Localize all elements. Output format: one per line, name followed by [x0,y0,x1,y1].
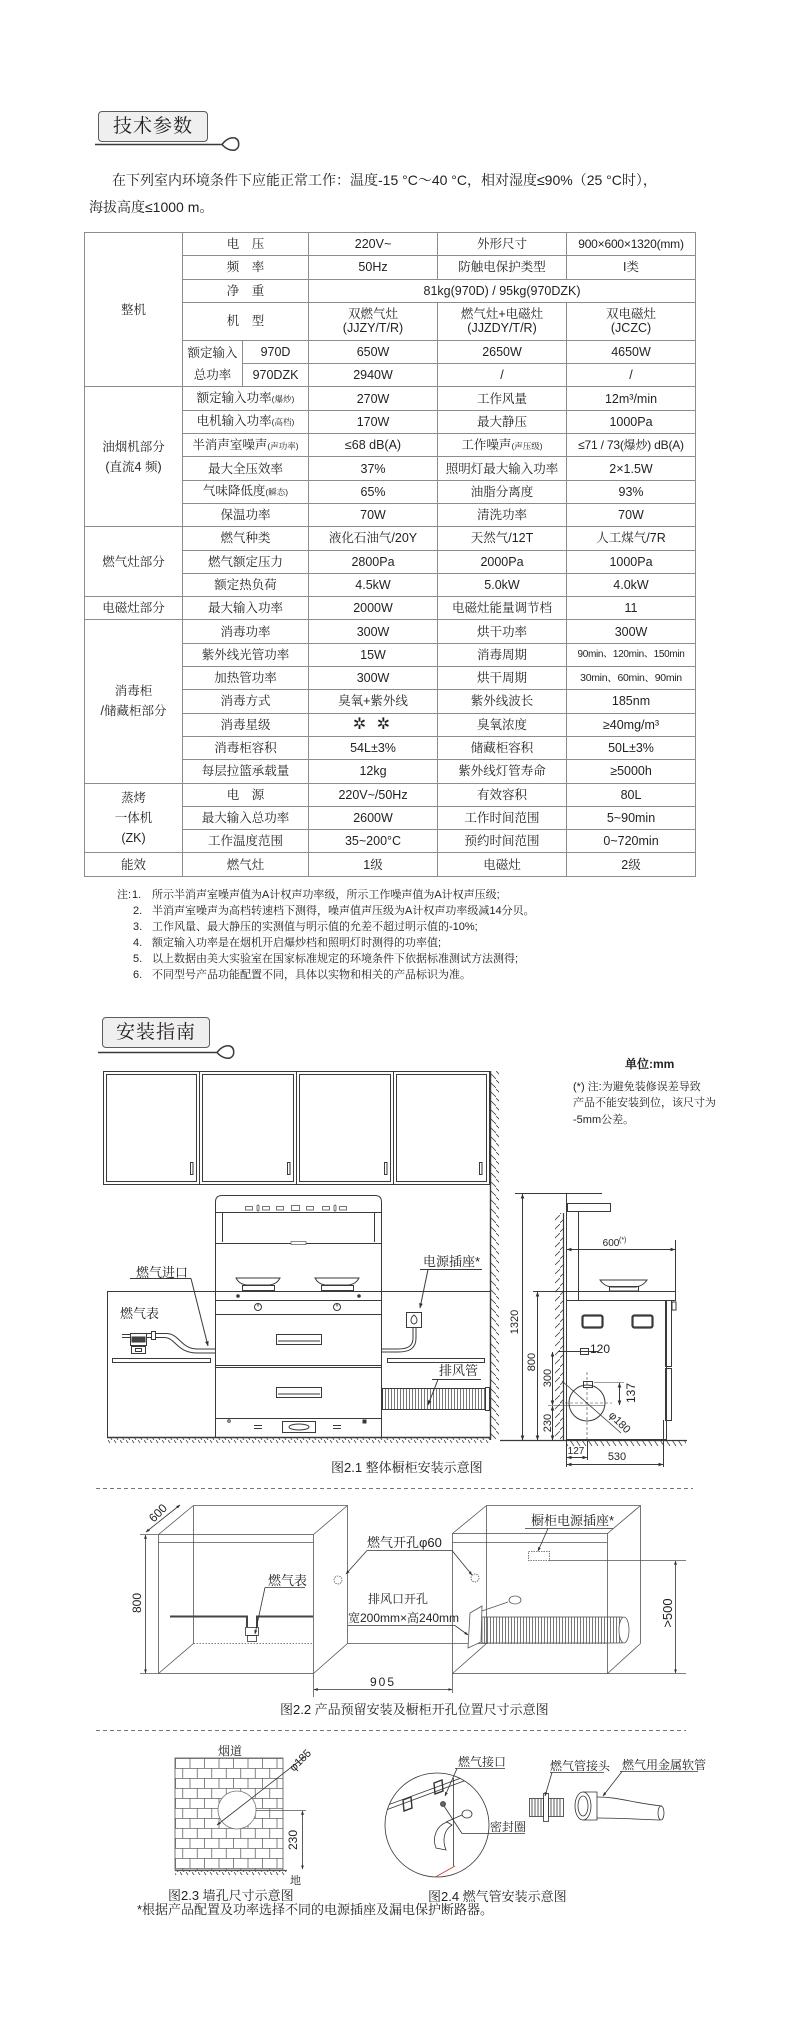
row-label: 最大静压 [438,410,567,433]
caption-fig-2-2: 图2.2 产品预留安装及橱柜开孔位置尺寸示意图 [280,1702,549,1717]
table-row [85,620,696,643]
row-label [183,480,309,503]
label-exhaust-hole: 排风口开孔 [368,1592,429,1606]
intro-line-1: 在下列室内环境条件下应能正常工作：温度-15 °C～40 °C，相对湿度≤90%（25 °C时）， [112,172,657,188]
spec-table [84,232,696,877]
row-value: 900×600×1320(mm) [567,233,696,256]
row-label: 臭氧浓度 [438,713,567,736]
row-label: 工作风量 [438,387,567,410]
row-value: 35~200°C [309,830,438,853]
dim-cabinet-height: 800 [130,1592,144,1614]
note-text: 以上数据由美大实验室在国家标准规定的环境条件下依据标准测试方法测得; [152,953,519,965]
label-power-socket: 电源插座* [423,1254,481,1269]
row-label: 净 重 [183,279,309,302]
category-label: 消毒柜 [114,684,153,699]
note-number: 6. [133,969,143,981]
row-label: 加热管功率 [183,667,309,690]
table-row [85,783,696,806]
star-rating-icon: ✲ ✲ [309,713,438,736]
fig-2-4-gas-pipe [385,1769,698,1881]
label-line: 总功率 [193,367,232,382]
note-number: 3. [133,921,143,933]
row-label [183,387,309,410]
row-value: 液化石油气/20Y [309,527,438,550]
category-label: (ZK) [121,830,146,845]
row-label: 消毒星级 [183,713,309,736]
row-value: 50Hz [309,256,438,279]
row-label: 紫外线灯管寿命 [438,760,567,783]
row-value: 4.5kW [309,573,438,596]
row-label: 紫外线光管功率 [183,643,309,666]
tolerance-note-line: 产品不能安装到位，该尺寸为 [573,1097,716,1109]
category-note: (直流4 频) [105,459,162,474]
row-label: 储藏柜容积 [438,736,567,759]
note-number: 1. [132,889,142,901]
row-value: 220V~ [309,233,438,256]
power-socket-icon [382,1313,422,1353]
category-label: 一体机 [114,810,153,825]
row-value: 1级 [309,853,438,876]
row-value: 80L [567,783,696,806]
table-row [85,233,696,256]
label-flue: 烟道 [218,1744,243,1758]
row-value: 2650W [438,340,567,363]
label-note: (高档) [271,417,295,428]
row-value: 天然气/12T [438,527,567,550]
row-value: 93% [567,480,696,503]
exhaust-duct-icon [383,1388,490,1411]
label-note: (瞬态) [265,487,289,498]
row-value: ≤71 / 73(爆炒) dB(A) [567,434,696,457]
unit-label: 单位:mm [625,1057,675,1071]
row-value: 2000Pa [438,550,567,573]
dim-duct-offset: 127 [567,1446,585,1457]
row-value: 2940W [309,364,438,387]
row-value: 270W [309,387,438,410]
category-sterilizer [85,620,183,783]
row-label: 消毒柜容积 [183,736,309,759]
note-number: 4. [133,937,143,949]
label-exhaust-hole-size: 宽200mm×高240mm [348,1611,460,1625]
row-label: 电磁灶能量调节档 [438,597,567,620]
label-metal-hose: 燃气用金属软管 [622,1758,707,1772]
row-label: 额定热负荷 [183,573,309,596]
dim-body-depth: 530 [607,1451,627,1463]
label-cabinet-socket: 橱柜电源插座* [531,1513,615,1528]
integrated-stove [215,1196,382,1438]
model-name: 双燃气灶 [348,307,399,322]
label-text: 电机输入功率 [196,414,272,429]
row-value: 12kg [309,760,438,783]
wall-cabinets [104,1072,490,1185]
row-label: 保温功率 [183,503,309,526]
rated-power-label [183,340,243,387]
model-cell [438,302,567,340]
row-label: 照明灯最大输入功率 [438,457,567,480]
row-value: 650W [309,340,438,363]
model-code: (JJZDY/T/R) [467,321,537,336]
dim-hole-height: 230 [286,1829,300,1851]
label-seal-ring: 密封圈 [490,1820,527,1834]
row-value: 2000W [309,597,438,620]
dim-cabinet-depth: 600 [145,1500,171,1526]
row-value: 5.0kW [438,573,567,596]
row-label: 消毒功率 [183,620,309,643]
row-value: 90min、120min、150min [567,643,696,666]
metal-hose-icon [575,1792,664,1820]
row-value: 300W [309,667,438,690]
row-label: 最大输入功率 [183,597,309,620]
fig-2-3-wall-hole [175,1755,307,1875]
category-label: 蒸烤 [120,790,146,805]
row-value: 170W [309,410,438,433]
row-label: 燃气额定压力 [183,550,309,573]
model-code: (JCZC) [610,321,652,336]
model-name: 双电磁灶 [606,307,657,322]
row-value: / [438,364,567,387]
row-label: 燃气种类 [183,527,309,550]
row-value: 12m³/min [567,387,696,410]
note-text: 工作风量、最大静压的实测值与明示值的允差不超过明示值的-10%; [152,921,478,933]
note-text: 所示半消声室噪声值为A计权声功率级，所示工作噪声值为A计权声压级; [152,889,500,901]
dim-depth-600: 600 [602,1238,620,1249]
row-label: 清洗功率 [438,503,567,526]
row-value: 4650W [567,340,696,363]
row-value: 300W [567,620,696,643]
label-gas-hole: 燃气开孔φ60 [367,1535,442,1550]
pipe-connector-icon [530,1794,564,1822]
dim-cabinet-gap: 905 [369,1675,397,1689]
row-label: 烘干周期 [438,667,567,690]
section-heading-specs: 技术参数 [98,111,208,142]
row-value: 15W [309,643,438,666]
table-row [85,527,696,550]
row-label: 烘干功率 [438,620,567,643]
dim-socket-offset: 120 [590,1342,611,1356]
row-label: 每层拉篮承载量 [183,760,309,783]
dim-hole-diameter: φ185 [287,1747,314,1774]
table-row [85,387,696,410]
dim-counter-height: 800 [526,1352,538,1372]
row-value: ≥5000h [567,760,696,783]
notes-prefix: 注: [117,889,132,901]
row-value: 2600W [309,806,438,829]
label-exhaust-pipe: 排风管 [439,1363,479,1378]
row-label: 防触电保护类型 [438,256,567,279]
row-label [183,434,309,457]
row-label [438,434,567,457]
category-label: /储藏柜部分 [100,704,167,719]
label-gas-port: 燃气接口 [458,1755,507,1769]
row-label: 最大全压效率 [183,457,309,480]
row-value: ≥40mg/m³ [567,713,696,736]
label-note: (声功率) [267,440,299,451]
row-value: 50L±3% [567,736,696,759]
label-text: 工作噪声 [461,437,512,452]
label-text: 半消声室噪声 [192,437,268,452]
row-value: 30min、60min、90min [567,667,696,690]
table-row [85,597,696,620]
row-label: 电 压 [183,233,309,256]
row-label: 紫外线波长 [438,690,567,713]
label-text: 气味降低度 [202,484,266,499]
row-value: 臭氧+紫外线 [309,690,438,713]
row-label: 消毒方式 [183,690,309,713]
label-text: 额定输入功率 [196,391,272,406]
row-label: 有效容积 [438,783,567,806]
row-label: 电 源 [183,783,309,806]
note-text: 额定输入功率是在烟机开启爆炒档和照明灯时测得的功率值; [152,937,442,949]
row-label: 机 型 [183,302,309,340]
row-value: 1000Pa [567,550,696,573]
row-label: 外形尺寸 [438,233,567,256]
fig-2-1-side-view [500,1193,687,1467]
model-code: (JJZY/T/R) [342,321,404,336]
model-id: 970DZK [243,364,309,387]
intro-line-2: 海拔高度≤1000 m。 [89,199,214,215]
label-note: (爆炒) [271,394,295,405]
row-value: 65% [309,480,438,503]
row-value: 185nm [567,690,696,713]
row-value: / [567,364,696,387]
footnote: *根据产品配置及功率选择不同的电源插座及漏电保护断路器。 [137,1902,494,1917]
label-gas-inlet: 燃气进口 [136,1265,189,1280]
label-gas-meter: 燃气表 [120,1306,160,1321]
row-value: 11 [567,597,696,620]
row-value: 2800Pa [309,550,438,573]
label-pipe-connector: 燃气管接头 [550,1759,611,1773]
row-label: 工作时间范围 [438,806,567,829]
row-value: 4.0kW [567,573,696,596]
dim-duct-diameter: φ180 [606,1409,633,1436]
note-number: 2. [133,905,143,917]
tolerance-note-line: (*) 注:为避免装修误差导致 [573,1081,701,1093]
row-label: 工作温度范围 [183,830,309,853]
caption-fig-2-1: 图2.1 整体橱柜安装示意图 [331,1460,483,1475]
row-value: 0~720min [567,830,696,853]
label-gas-meter-2: 燃气表 [268,1573,308,1588]
dim-depth-mark: (*) [619,1237,627,1244]
category-gas-stove: 燃气灶部分 [85,527,183,597]
row-value: 2×1.5W [567,457,696,480]
row-value: ≤68 dB(A) [309,434,438,457]
category-steam-oven [85,783,183,853]
dim-total-height: 1320 [509,1309,521,1335]
row-label: 油脂分离度 [438,480,567,503]
label-ground: 地 [290,1875,301,1887]
category-efficiency: 能效 [85,853,183,876]
note-text: 不同型号产品功能配置不同，具体以实物和相关的产品标识为准。 [152,969,471,981]
category-label: 油烟机部分 [102,439,165,454]
row-value: 70W [567,503,696,526]
model-cell [567,302,696,340]
row-label: 燃气灶 [183,853,309,876]
row-label [183,410,309,433]
table-row [85,853,696,876]
dim-duct-height: 300 [542,1368,554,1388]
row-value: 1000Pa [567,410,696,433]
row-value: 人工煤气/7R [567,527,696,550]
row-value: 5~90min [567,806,696,829]
row-value: 220V~/50Hz [309,783,438,806]
category-whole-unit: 整机 [85,233,183,387]
tolerance-note-line: -5mm公差。 [573,1114,635,1126]
row-label: 消毒周期 [438,643,567,666]
row-value: 37% [309,457,438,480]
model-name: 燃气灶+电磁灶 [460,307,544,322]
model-id: 970D [243,340,309,363]
dim-duct-bottom: 230 [542,1413,554,1433]
note-text: 半消声室噪声为高档转速档下测得，噪声值声压级为A计权声功率级减14分贝。 [152,905,535,917]
label-note: (声压级) [511,440,543,451]
gas-meter-icon [122,1332,215,1354]
category-range-hood [85,387,183,527]
caption-fig-2-4: 图2.4 燃气管安装示意图 [428,1889,567,1904]
model-cell [309,302,438,340]
row-value: 2级 [567,853,696,876]
row-value: I类 [567,256,696,279]
row-value: 70W [309,503,438,526]
row-value: 54L±3% [309,736,438,759]
row-label: 频 率 [183,256,309,279]
dim-socket-height: >500 [660,1598,675,1628]
dim-duct-size: 137 [624,1382,638,1404]
row-value: 81kg(970D) / 95kg(970DZK) [309,279,696,302]
row-label: 最大输入总功率 [183,806,309,829]
caption-fig-2-3: 图2.3 墙孔尺寸示意图 [168,1888,294,1903]
note-number: 5. [133,953,143,965]
row-value: 300W [309,620,438,643]
label-line: 额定输入 [187,345,238,360]
row-label: 电磁灶 [438,853,567,876]
section-heading-install: 安装指南 [102,1017,210,1048]
row-label: 预约时间范围 [438,830,567,853]
category-induction: 电磁灶部分 [85,597,183,620]
